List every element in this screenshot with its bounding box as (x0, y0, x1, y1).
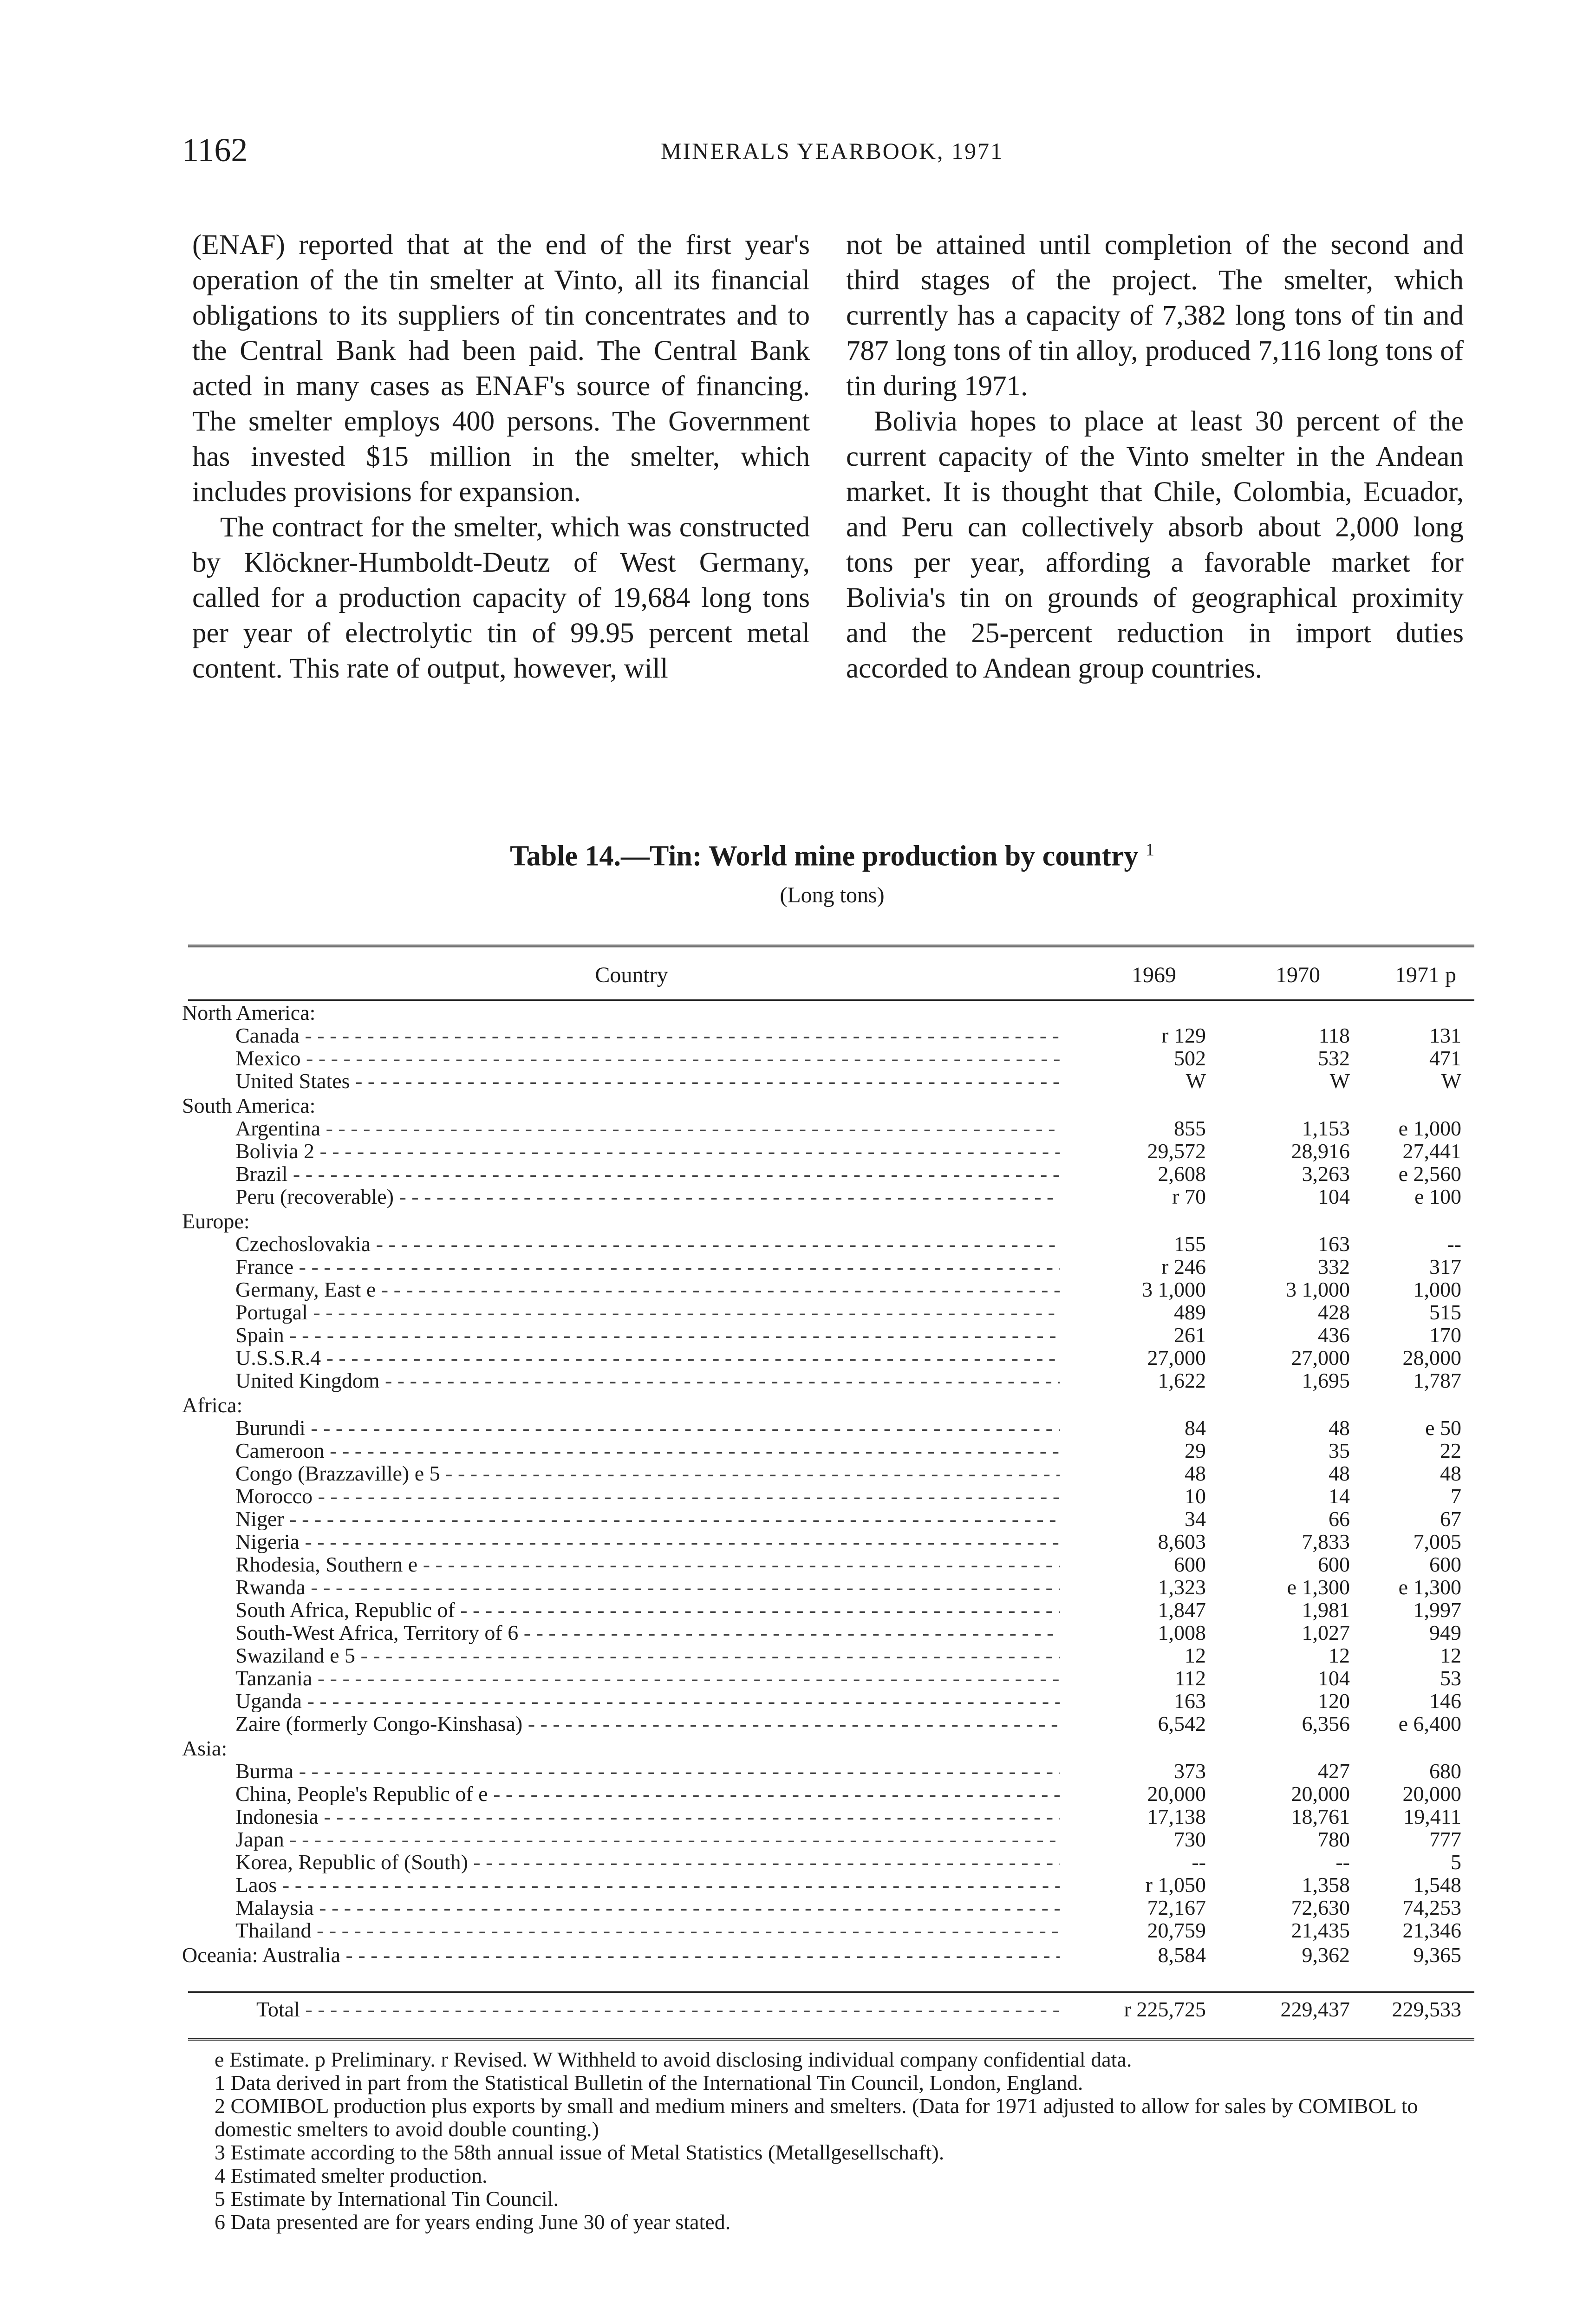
table-row (182, 1117, 1478, 1140)
value-1971: e 1,000 (1398, 1116, 1461, 1140)
value-1971: 146 (1429, 1689, 1461, 1713)
row-label: Zaire (formerly Congo-Kinshasa) - - - (235, 1712, 1060, 1735)
value-1969: W (1186, 1069, 1206, 1093)
row-label: Burma - - - (235, 1760, 1060, 1782)
value-1969: 8,584 (1158, 1943, 1206, 1967)
value-1970: 35 (1329, 1439, 1350, 1462)
footnote: 1 Data derived in part from the Statistical Bulletin of the International Tin Council, London, England. (215, 2071, 1083, 2094)
value-1969: 6,542 (1158, 1712, 1206, 1735)
table-title-footnote-ref: 1 (1145, 840, 1154, 860)
table-row (182, 1805, 1478, 1828)
row-label: Asia: (182, 1737, 228, 1760)
value-1969: r 70 (1172, 1185, 1206, 1208)
value-1969: 855 (1174, 1116, 1206, 1140)
row-label: United Kingdom - - - (235, 1369, 1060, 1392)
footnote: 4 Estimated smelter production. (215, 2164, 488, 2187)
row-label: Argentina - - - (235, 1117, 1060, 1140)
value-1969: 8,603 (1158, 1530, 1206, 1553)
table-title (182, 840, 1482, 873)
table-row (182, 1644, 1478, 1667)
table-body (182, 1001, 1478, 1966)
value-1971: 170 (1429, 1323, 1461, 1347)
row-label: Malaysia - - - (235, 1896, 1060, 1919)
table-row (182, 1667, 1478, 1689)
table-region-row (182, 1210, 1478, 1233)
table-row (182, 1530, 1478, 1553)
value-1970: 48 (1329, 1416, 1350, 1440)
table-region-row (182, 1001, 1478, 1024)
total-label: Total - - - (256, 1998, 1060, 2021)
value-1971: 53 (1440, 1666, 1461, 1690)
value-1969: 730 (1174, 1827, 1206, 1851)
row-label: Mexico - - - (235, 1047, 1060, 1070)
value-1971: e 6,400 (1398, 1712, 1461, 1735)
value-1970: e 1,300 (1287, 1575, 1350, 1599)
table-row (182, 1873, 1478, 1896)
table-footnotes (182, 2048, 1482, 2234)
value-1969: 29,572 (1147, 1139, 1206, 1163)
row-label: Niger - - - (235, 1507, 1060, 1530)
row-label: South-West Africa, Territory of 6 - - - (235, 1621, 1060, 1644)
value-1970: 14 (1329, 1484, 1350, 1508)
row-label: China, People's Republic of e - - - (235, 1782, 1060, 1805)
column-header-1969: 1969 (1132, 963, 1176, 987)
row-label: Congo (Brazzaville) e 5 - - - (235, 1462, 1060, 1485)
value-1969: 12 (1185, 1644, 1206, 1667)
value-1971: 777 (1429, 1827, 1461, 1851)
table-row (182, 1324, 1478, 1346)
table-row (182, 1896, 1478, 1919)
row-label: Swaziland e 5 - - - (235, 1644, 1060, 1667)
value-1969: 17,138 (1147, 1805, 1206, 1828)
value-1970: 780 (1318, 1827, 1350, 1851)
row-label: U.S.S.R.4 - - - (235, 1346, 1060, 1369)
table-row (182, 1851, 1478, 1873)
table-row (182, 1278, 1478, 1301)
running-head: MINERALS YEARBOOK, 1971 (661, 138, 1003, 164)
value-1970: 12 (1329, 1644, 1350, 1667)
table-row (182, 1485, 1478, 1507)
value-1971: 471 (1429, 1046, 1461, 1070)
table-row (182, 1233, 1478, 1255)
value-1969: 489 (1174, 1300, 1206, 1324)
value-1969: 1,622 (1158, 1369, 1206, 1392)
value-1970: 7,833 (1302, 1530, 1350, 1553)
value-1969: 112 (1174, 1666, 1206, 1690)
row-label: Europe: (182, 1210, 250, 1233)
value-1971: 5 (1451, 1850, 1461, 1874)
value-1970: 428 (1318, 1300, 1350, 1324)
paragraph: not be attained until completion of the second and third stages of the project. The smelter, which currently has a capacity of 7,382 long tons of tin and 787 long tons of tin alloy, produced 7,116 long tons of tin during 1971. (846, 229, 1464, 402)
value-1970: 163 (1318, 1232, 1350, 1256)
value-1971: e 2,560 (1398, 1162, 1461, 1186)
row-label: Oceania: Australia - - - (182, 1944, 1060, 1966)
table-region-row (182, 1094, 1478, 1117)
value-1971: 7 (1451, 1484, 1461, 1508)
value-1969: 20,000 (1147, 1782, 1206, 1806)
column-header-1970: 1970 (1276, 963, 1320, 987)
total-1970: 229,437 (1280, 1997, 1350, 2021)
value-1971: 27,441 (1402, 1139, 1461, 1163)
value-1971: 9,365 (1413, 1943, 1461, 1967)
value-1970: 1,153 (1302, 1116, 1350, 1140)
row-label: Nigeria - - - (235, 1530, 1060, 1553)
value-1970: 72,630 (1291, 1896, 1350, 1919)
table-region-row (182, 1737, 1478, 1760)
value-1969: -- (1192, 1850, 1206, 1874)
row-label: Germany, East e - - - (235, 1278, 1060, 1301)
value-1969: 3 1,000 (1142, 1278, 1206, 1301)
table-row (182, 1576, 1478, 1598)
value-1970: 1,695 (1302, 1369, 1350, 1392)
value-1970: 1,981 (1302, 1598, 1350, 1622)
table-row (182, 1712, 1478, 1735)
row-label: Spain - - - (235, 1324, 1060, 1346)
value-1969: 84 (1185, 1416, 1206, 1440)
value-1969: r 129 (1161, 1024, 1206, 1047)
value-1971: 1,787 (1413, 1369, 1461, 1392)
table-row (182, 1828, 1478, 1851)
value-1971: -- (1447, 1232, 1461, 1256)
row-label: Brazil - - - (235, 1162, 1060, 1185)
table-row (182, 1760, 1478, 1782)
value-1971: 7,005 (1413, 1530, 1461, 1553)
row-label: Morocco - - - (235, 1485, 1060, 1507)
value-1971: 1,000 (1413, 1278, 1461, 1301)
row-label: United States - - - (235, 1070, 1060, 1092)
table-row (182, 1416, 1478, 1439)
value-1970: 436 (1318, 1323, 1350, 1347)
table-row (182, 1185, 1478, 1208)
value-1970: 20,000 (1291, 1782, 1350, 1806)
row-label: Bolivia 2 - - - (235, 1140, 1060, 1162)
table-row (182, 1462, 1478, 1485)
row-label: South America: (182, 1094, 316, 1117)
table-row (182, 1621, 1478, 1644)
row-label: North America: (182, 1001, 316, 1024)
column-header-country: Country (595, 963, 668, 987)
value-1971: 949 (1429, 1621, 1461, 1644)
value-1970: 66 (1329, 1507, 1350, 1531)
value-1970: 28,916 (1291, 1139, 1350, 1163)
value-1971: 1,548 (1413, 1873, 1461, 1897)
value-1970: 48 (1329, 1461, 1350, 1485)
value-1970: 104 (1318, 1185, 1350, 1208)
value-1970: 1,027 (1302, 1621, 1350, 1644)
value-1969: 29 (1185, 1439, 1206, 1462)
right-text-column (846, 228, 1464, 686)
value-1971: 20,000 (1402, 1782, 1461, 1806)
footnote: 3 Estimate according to the 58th annual issue of Metal Statistics (Metallgesellschaft). (215, 2140, 945, 2164)
footnote-legend: e Estimate. p Preliminary. r Revised. W Withheld to avoid disclosing individual company confidential data. (215, 2048, 1132, 2071)
value-1971: W (1441, 1069, 1461, 1093)
row-label: Indonesia - - - (235, 1805, 1060, 1828)
row-label: Uganda - - - (235, 1689, 1060, 1712)
value-1970: 427 (1318, 1759, 1350, 1783)
value-1970: 104 (1318, 1666, 1350, 1690)
table-row (182, 1782, 1478, 1805)
row-label: Burundi - - - (235, 1416, 1060, 1439)
value-1969: 1,847 (1158, 1598, 1206, 1622)
row-label: South Africa, Republic of - - - (235, 1598, 1060, 1621)
table-subtitle: (Long tons) (780, 883, 885, 907)
paragraph: (ENAF) reported that at the end of the first year's operation of the tin smelter at Vinto, all its financial obligations to its suppliers of tin concentrates and to the Central Bank had been paid. The Central Bank acted in many cases as ENAF's source of financing. The smelter employs 400 persons. The Government has invested $15 million in the smelter, which includes provisions for expansion. (192, 229, 810, 508)
row-label: Rhodesia, Southern e - - - (235, 1553, 1060, 1576)
value-1971: e 100 (1414, 1185, 1461, 1208)
footnote: 2 COMIBOL production plus exports by small and medium miners and smelters. (Data for 1971 adjusted to allow for sales by COMIBOL to domestic smelters to avoid double counting.) (215, 2094, 1418, 2141)
table-row (182, 1140, 1478, 1162)
table-row (182, 1301, 1478, 1324)
row-label: Portugal - - - (235, 1301, 1060, 1324)
value-1969: 163 (1174, 1689, 1206, 1713)
table-header-rule (188, 999, 1474, 1001)
table-top-rule (188, 945, 1474, 950)
row-label: Canada - - - (235, 1024, 1060, 1047)
table-bottom-rule (188, 2038, 1474, 2043)
table-row (182, 1047, 1478, 1070)
value-1969: r 246 (1161, 1255, 1206, 1278)
table-row (182, 1553, 1478, 1576)
value-1971: 12 (1440, 1644, 1461, 1667)
table-row (182, 1919, 1478, 1942)
table-row (182, 1598, 1478, 1621)
paragraph: The contract for the smelter, which was constructed by Klöckner-Humboldt-Deutz of West Germany, called for a production capacity of 19,684 long tons per year of electrolytic tin of 99.95 percent metal content. This rate of output, however, will (192, 512, 810, 684)
value-1969: 48 (1185, 1461, 1206, 1485)
row-label: Peru (recoverable) - - - (235, 1185, 1060, 1208)
row-label: Czechoslovakia - - - (235, 1233, 1060, 1255)
value-1970: 6,356 (1302, 1712, 1350, 1735)
value-1969: 72,167 (1147, 1896, 1206, 1919)
value-1969: 155 (1174, 1232, 1206, 1256)
row-label: Africa: (182, 1394, 243, 1416)
left-text-column (192, 228, 810, 686)
value-1970: 532 (1318, 1046, 1350, 1070)
value-1971: 28,000 (1402, 1346, 1461, 1370)
row-label: Thailand - - - (235, 1919, 1060, 1942)
table-column-headers (188, 952, 1474, 998)
value-1969: 1,008 (1158, 1621, 1206, 1644)
value-1970: 9,362 (1302, 1943, 1350, 1967)
value-1970: 21,435 (1291, 1918, 1350, 1942)
value-1970: 18,761 (1291, 1805, 1350, 1828)
table-row (182, 1439, 1478, 1462)
value-1969: 20,759 (1147, 1918, 1206, 1942)
value-1969: 10 (1185, 1484, 1206, 1508)
value-1971: 600 (1429, 1552, 1461, 1576)
row-label: Cameroon - - - (235, 1439, 1060, 1462)
value-1969: 1,323 (1158, 1575, 1206, 1599)
table-title-text: Table 14.—Tin: World mine production by country (510, 840, 1139, 872)
table-row (182, 1162, 1478, 1185)
value-1970: 3,263 (1302, 1162, 1350, 1186)
value-1971: 131 (1429, 1024, 1461, 1047)
value-1971: 21,346 (1402, 1918, 1461, 1942)
value-1970: -- (1335, 1850, 1350, 1874)
value-1970: 1,358 (1302, 1873, 1350, 1897)
value-1970: 600 (1318, 1552, 1350, 1576)
table-row (182, 1346, 1478, 1369)
total-1969: r 225,725 (1124, 1997, 1206, 2021)
table-region-row (182, 1944, 1478, 1966)
value-1971: e 50 (1425, 1416, 1461, 1440)
value-1971: 1,997 (1413, 1598, 1461, 1622)
page-number: 1162 (182, 131, 248, 169)
value-1970: 3 1,000 (1286, 1278, 1350, 1301)
row-label: Korea, Republic of (South) - - - (235, 1851, 1060, 1873)
value-1969: 2,608 (1158, 1162, 1206, 1186)
value-1969: 27,000 (1147, 1346, 1206, 1370)
row-label: Rwanda - - - (235, 1576, 1060, 1598)
table-total-row (182, 1998, 1478, 2026)
value-1971: 48 (1440, 1461, 1461, 1485)
row-label: Japan - - - (235, 1828, 1060, 1851)
page-header (182, 131, 1482, 182)
value-1970: W (1329, 1069, 1350, 1093)
row-label: France - - - (235, 1255, 1060, 1278)
table-row (182, 1255, 1478, 1278)
table-region-row (182, 1394, 1478, 1416)
footnote: 5 Estimate by International Tin Council. (215, 2187, 559, 2211)
row-label: Tanzania - - - (235, 1667, 1060, 1689)
column-header-1971: 1971 p (1395, 963, 1456, 987)
value-1969: 261 (1174, 1323, 1206, 1347)
value-1971: 67 (1440, 1507, 1461, 1531)
value-1969: 34 (1185, 1507, 1206, 1531)
value-1971: e 1,300 (1398, 1575, 1461, 1599)
row-label: Laos - - - (235, 1873, 1060, 1896)
value-1969: 502 (1174, 1046, 1206, 1070)
value-1970: 120 (1318, 1689, 1350, 1713)
value-1971: 680 (1429, 1759, 1461, 1783)
table-row (182, 1507, 1478, 1530)
value-1971: 317 (1429, 1255, 1461, 1278)
value-1969: r 1,050 (1145, 1873, 1206, 1897)
value-1971: 19,411 (1403, 1805, 1461, 1828)
total-1971: 229,533 (1392, 1997, 1461, 2021)
value-1970: 118 (1318, 1024, 1350, 1047)
value-1970: 332 (1318, 1255, 1350, 1278)
value-1971: 74,253 (1402, 1896, 1461, 1919)
table-row (182, 1689, 1478, 1712)
footnote: 6 Data presented are for years ending June 30 of year stated. (215, 2210, 731, 2234)
value-1971: 22 (1440, 1439, 1461, 1462)
value-1970: 27,000 (1291, 1346, 1350, 1370)
value-1971: 515 (1429, 1300, 1461, 1324)
paragraph: Bolivia hopes to place at least 30 percent of the current capacity of the Vinto smelter in the Andean market. It is thought that Chile, Colombia, Ecuador, and Peru can collectively absorb about 2,000 long tons per year, affording a favorable market for Bolivia's tin on grounds of geographical proximity and the 25-percent reduction in import duties accorded to Andean group countries. (846, 406, 1464, 684)
table-total-rule (188, 1991, 1474, 1993)
table-row (182, 1070, 1478, 1092)
value-1969: 600 (1174, 1552, 1206, 1576)
table-row (182, 1369, 1478, 1392)
value-1969: 373 (1174, 1759, 1206, 1783)
table-row (182, 1024, 1478, 1047)
